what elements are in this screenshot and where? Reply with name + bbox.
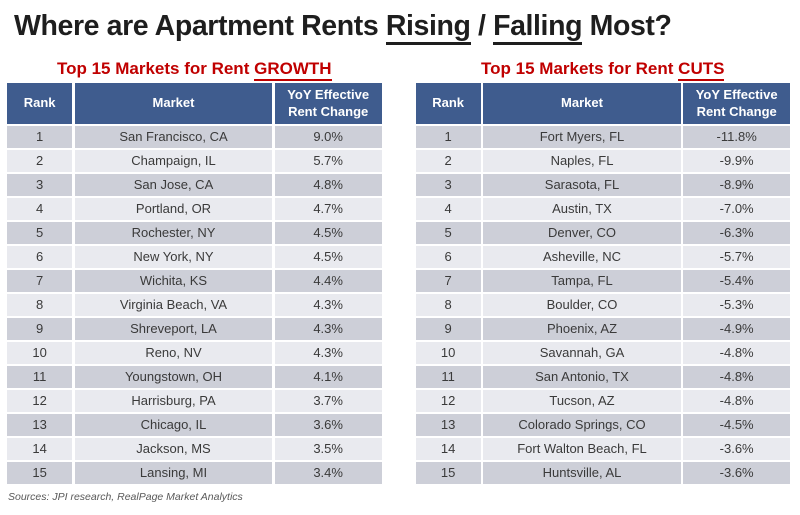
title-underlined-rising: Rising xyxy=(386,10,471,45)
market-cell: Fort Myers, FL xyxy=(483,126,681,149)
change-cell: -11.8% xyxy=(683,126,790,149)
market-cell: Chicago, IL xyxy=(75,414,273,437)
rank-cell: 3 xyxy=(7,174,72,197)
market-cell: Champaign, IL xyxy=(75,150,273,173)
rank-cell: 6 xyxy=(416,246,481,269)
market-cell: Boulder, CO xyxy=(483,294,681,317)
change-cell: 4.7% xyxy=(275,198,382,221)
rank-cell: 6 xyxy=(7,246,72,269)
change-cell: -4.8% xyxy=(683,366,790,389)
market-cell: Austin, TX xyxy=(483,198,681,221)
page-title xyxy=(0,0,800,45)
rank-cell: 2 xyxy=(7,150,72,173)
rank-cell: 4 xyxy=(7,198,72,221)
change-cell: -8.9% xyxy=(683,174,790,197)
column-header-market: Market xyxy=(75,83,273,124)
column-header-market: Market xyxy=(483,83,681,124)
change-cell: 4.3% xyxy=(275,342,382,365)
change-cell: -7.0% xyxy=(683,198,790,221)
column-header-rent-change xyxy=(683,83,790,124)
change-cell: -9.9% xyxy=(683,150,790,173)
change-cell: 4.3% xyxy=(275,318,382,341)
market-cell: Huntsville, AL xyxy=(483,462,681,485)
change-cell: -5.3% xyxy=(683,294,790,317)
growth-table xyxy=(7,83,382,484)
cuts-table-section xyxy=(416,59,791,484)
market-cell: San Antonio, TX xyxy=(483,366,681,389)
title-underlined-falling: Falling xyxy=(493,10,582,45)
market-cell: Asheville, NC xyxy=(483,246,681,269)
market-cell: Denver, CO xyxy=(483,222,681,245)
cuts-title-text: Top 15 Markets for Rent xyxy=(481,58,679,78)
change-cell: 4.5% xyxy=(275,222,382,245)
rank-cell: 9 xyxy=(7,318,72,341)
title-separator: / xyxy=(470,10,494,42)
change-cell: -5.4% xyxy=(683,270,790,293)
title-text: Where are Apartment Rents xyxy=(14,10,386,42)
rank-cell: 13 xyxy=(7,414,72,437)
market-cell: Colorado Springs, CO xyxy=(483,414,681,437)
rank-cell: 11 xyxy=(416,366,481,389)
market-cell: New York, NY xyxy=(75,246,273,269)
change-cell: -3.6% xyxy=(683,462,790,485)
market-cell: Tucson, AZ xyxy=(483,390,681,413)
rank-cell: 13 xyxy=(416,414,481,437)
market-cell: Naples, FL xyxy=(483,150,681,173)
market-cell: Tampa, FL xyxy=(483,270,681,293)
market-cell: Lansing, MI xyxy=(75,462,273,485)
rank-cell: 14 xyxy=(7,438,72,461)
market-cell: Phoenix, AZ xyxy=(483,318,681,341)
change-cell: -6.3% xyxy=(683,222,790,245)
header-line-1: YoY Effective xyxy=(287,86,370,102)
column-header-rank: Rank xyxy=(7,83,72,124)
source-note: Sources: JPI research, RealPage Market Analytics xyxy=(8,491,243,504)
market-cell: Portland, OR xyxy=(75,198,273,221)
market-cell: Shreveport, LA xyxy=(75,318,273,341)
title-text-end: Most? xyxy=(582,10,672,42)
change-cell: 3.6% xyxy=(275,414,382,437)
rank-cell: 8 xyxy=(416,294,481,317)
rank-cell: 1 xyxy=(416,126,481,149)
market-cell: Harrisburg, PA xyxy=(75,390,273,413)
rank-cell: 5 xyxy=(7,222,72,245)
change-cell: -5.7% xyxy=(683,246,790,269)
change-cell: -3.6% xyxy=(683,438,790,461)
rank-cell: 15 xyxy=(7,462,72,485)
rank-cell: 5 xyxy=(416,222,481,245)
change-cell: -4.5% xyxy=(683,414,790,437)
column-header-rent-change xyxy=(275,83,382,124)
rank-cell: 11 xyxy=(7,366,72,389)
rank-cell: 7 xyxy=(7,270,72,293)
market-cell: Fort Walton Beach, FL xyxy=(483,438,681,461)
market-cell: Rochester, NY xyxy=(75,222,273,245)
cuts-title-emphasis: CUTS xyxy=(678,59,724,81)
cuts-table-title xyxy=(416,59,791,79)
change-cell: 4.8% xyxy=(275,174,382,197)
market-cell: Savannah, GA xyxy=(483,342,681,365)
change-cell: 3.4% xyxy=(275,462,382,485)
rank-cell: 4 xyxy=(416,198,481,221)
market-cell: Youngstown, OH xyxy=(75,366,273,389)
growth-table-section xyxy=(7,59,382,484)
tables-container xyxy=(0,45,800,484)
cuts-table xyxy=(416,83,791,484)
market-cell: San Jose, CA xyxy=(75,174,273,197)
change-cell: 4.3% xyxy=(275,294,382,317)
market-cell: Jackson, MS xyxy=(75,438,273,461)
rank-cell: 15 xyxy=(416,462,481,485)
header-line-1: YoY Effective xyxy=(695,86,778,102)
rank-cell: 14 xyxy=(416,438,481,461)
market-cell: Virginia Beach, VA xyxy=(75,294,273,317)
rank-cell: 2 xyxy=(416,150,481,173)
change-cell: -4.8% xyxy=(683,342,790,365)
rank-cell: 3 xyxy=(416,174,481,197)
rank-cell: 10 xyxy=(416,342,481,365)
growth-title-text: Top 15 Markets for Rent xyxy=(56,58,255,78)
rank-cell: 12 xyxy=(416,390,481,413)
change-cell: 4.4% xyxy=(275,270,382,293)
change-cell: 4.5% xyxy=(275,246,382,269)
growth-title-emphasis: GROWTH xyxy=(254,59,331,81)
rank-cell: 10 xyxy=(7,342,72,365)
market-cell: Sarasota, FL xyxy=(483,174,681,197)
header-line-2: Rent Change xyxy=(696,103,777,119)
market-cell: Wichita, KS xyxy=(75,270,273,293)
change-cell: 3.5% xyxy=(275,438,382,461)
rank-cell: 9 xyxy=(416,318,481,341)
change-cell: 3.7% xyxy=(275,390,382,413)
rank-cell: 1 xyxy=(7,126,72,149)
growth-table-title xyxy=(7,59,382,79)
rank-cell: 7 xyxy=(416,270,481,293)
change-cell: 9.0% xyxy=(275,126,382,149)
rank-cell: 12 xyxy=(7,390,72,413)
column-header-rank: Rank xyxy=(416,83,481,124)
market-cell: Reno, NV xyxy=(75,342,273,365)
rank-cell: 8 xyxy=(7,294,72,317)
change-cell: 4.1% xyxy=(275,366,382,389)
change-cell: 5.7% xyxy=(275,150,382,173)
change-cell: -4.9% xyxy=(683,318,790,341)
change-cell: -4.8% xyxy=(683,390,790,413)
market-cell: San Francisco, CA xyxy=(75,126,273,149)
header-line-2: Rent Change xyxy=(288,103,369,119)
